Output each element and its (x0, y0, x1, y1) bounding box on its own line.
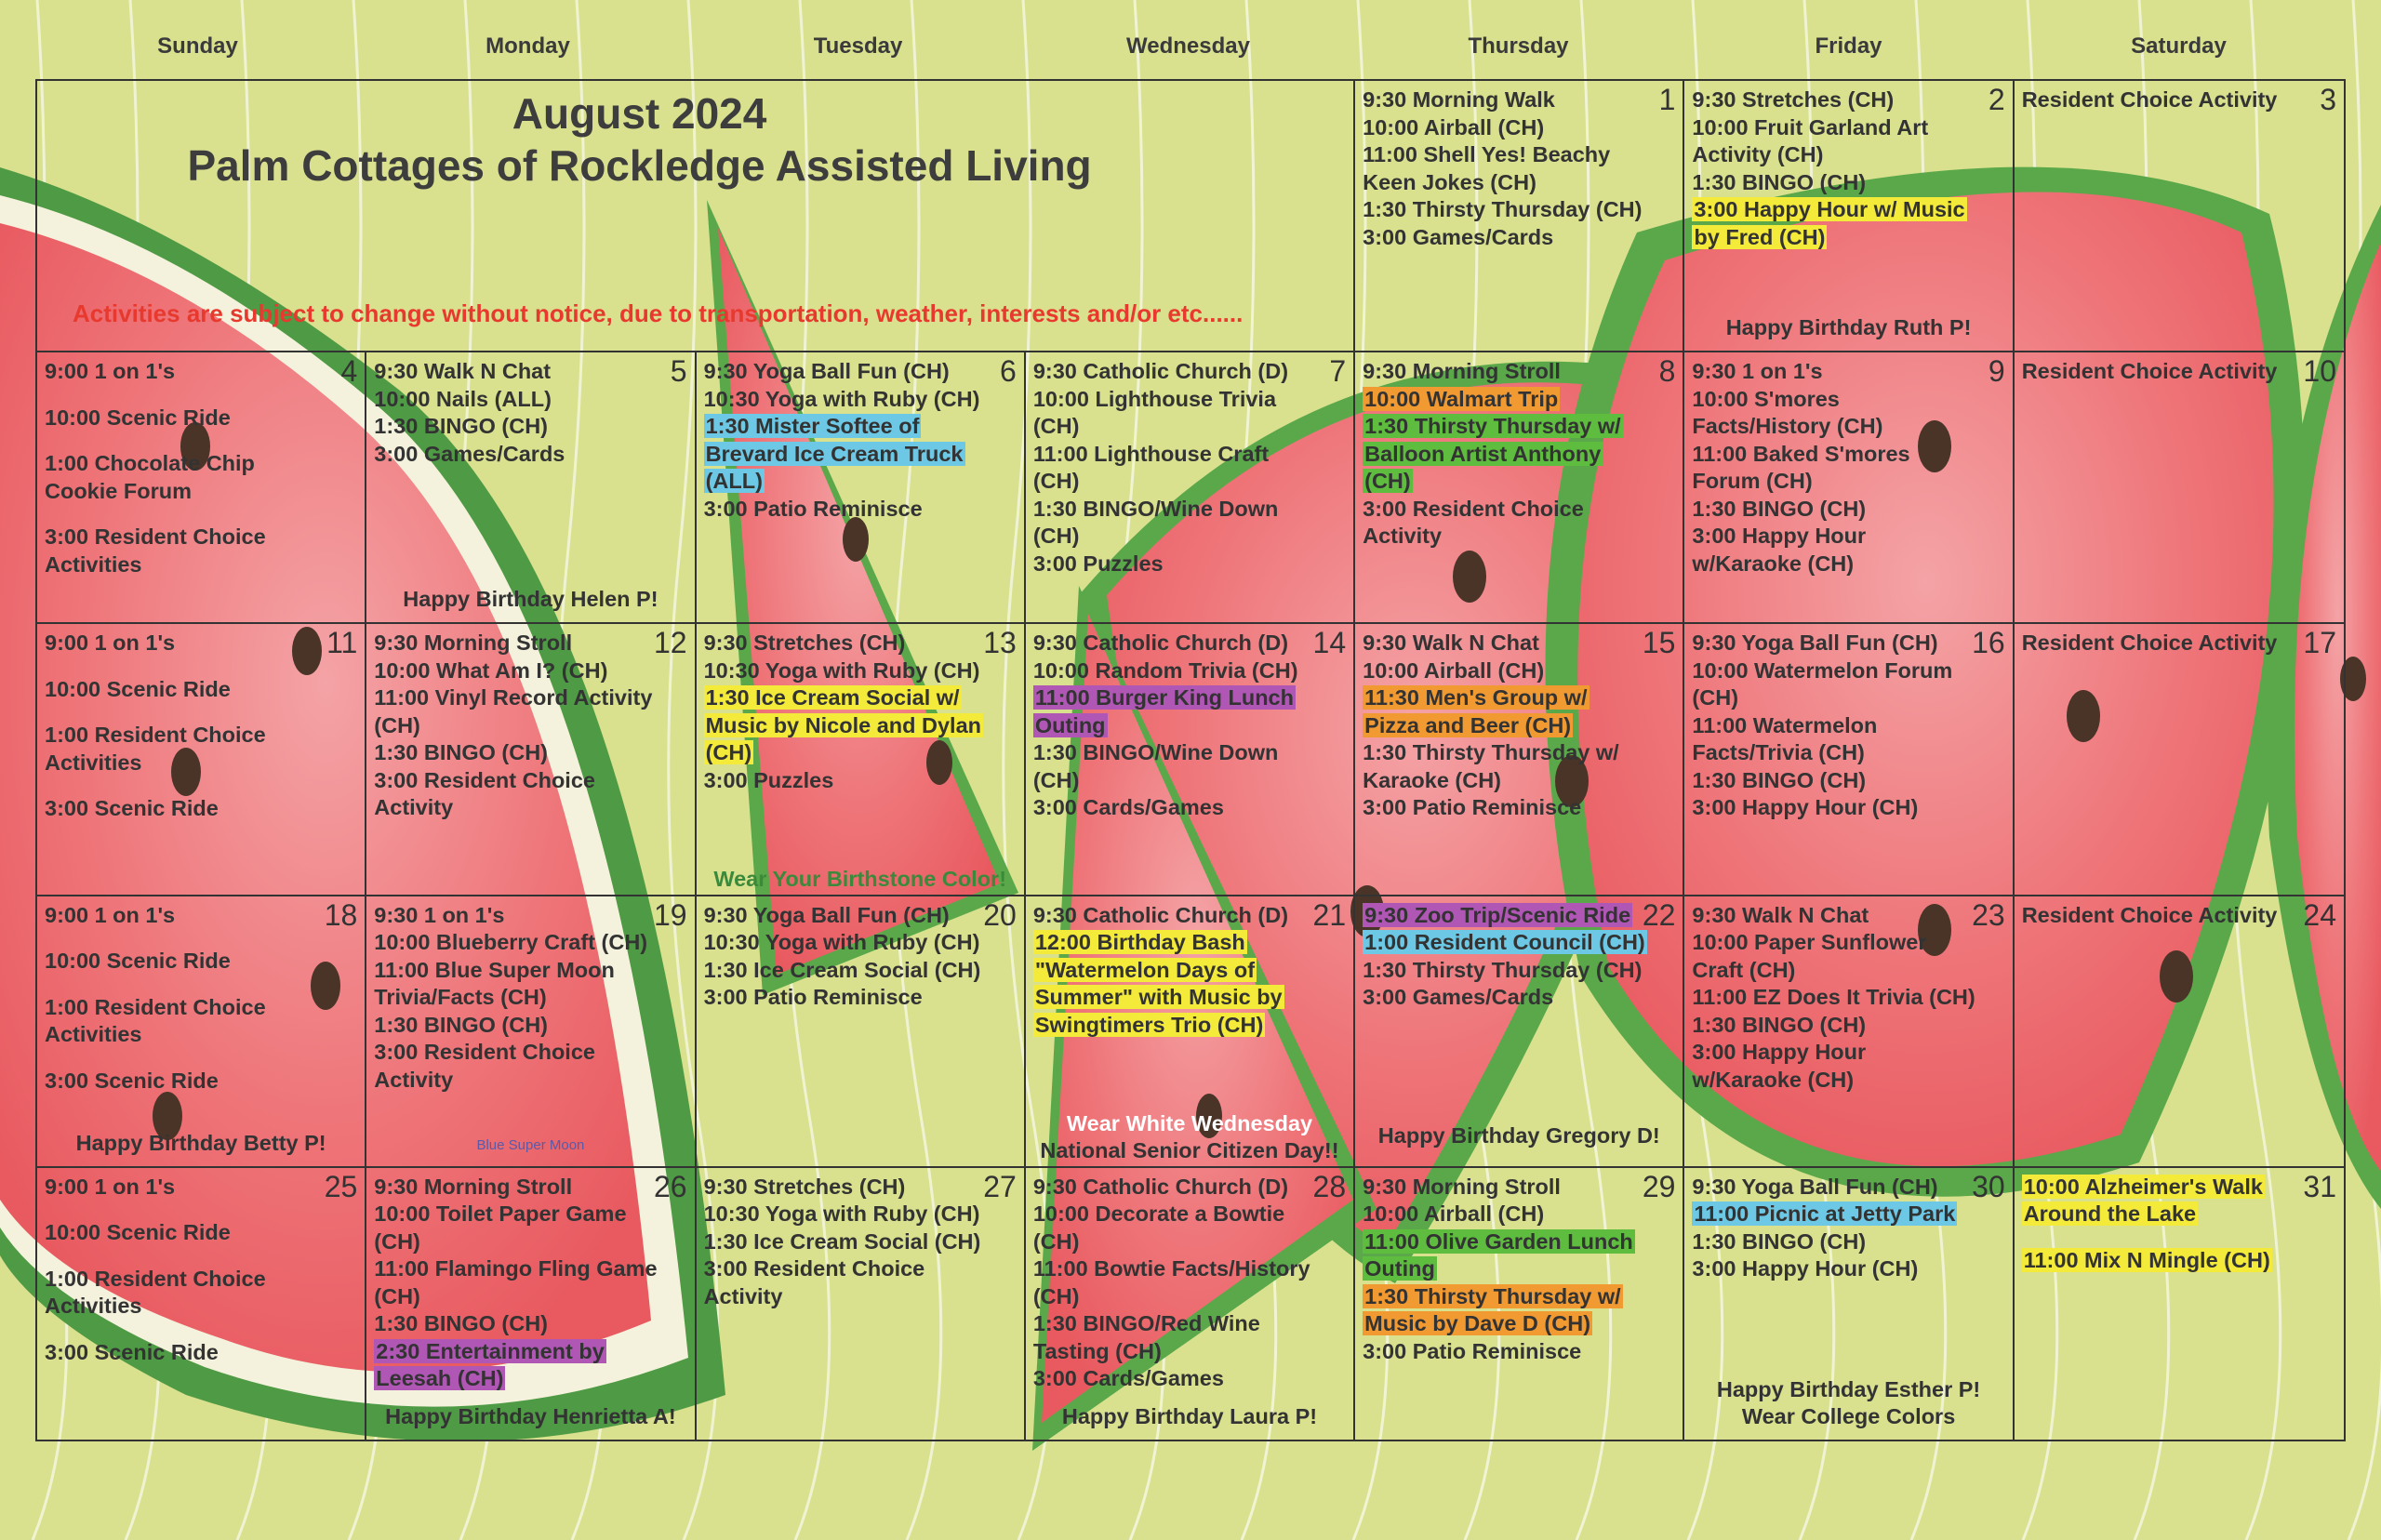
event: 9:00 1 on 1's (45, 631, 176, 656)
college-colors-note: Wear College Colors (1741, 1404, 1956, 1428)
event: 9:30 Catholic Church (D) (1032, 902, 1289, 927)
birthday-note: Happy Birthday Gregory D! (1377, 1122, 1660, 1148)
day-cell-20 (697, 896, 1026, 1168)
day-number: 16 (1972, 626, 2005, 660)
facility-title: Palm Cottages of Rockledge Assisted Living (187, 141, 1092, 190)
special-notes (1026, 1110, 1353, 1164)
event-highlighted (1363, 413, 1647, 496)
event-highlighted (1033, 929, 1318, 1039)
event: 10:00 Airball (CH) (1363, 657, 1545, 683)
event: 3:00 Happy Hour w/Karaoke (CH) (1692, 524, 1867, 576)
birthday-note: Happy Birthday Laura P! (1061, 1404, 1318, 1428)
day-number: 13 (983, 626, 1017, 660)
event: 10:00 Blueberry Craft (CH) (374, 930, 648, 955)
event: 3:00 Scenic Ride (45, 796, 219, 821)
moon-note: Blue Super Moon (476, 1136, 585, 1153)
event: 9:30 Morning Stroll (374, 1174, 573, 1199)
dow-tuesday: Tuesday (813, 33, 903, 59)
event: 10:00 Fruit Garland Art Activity (CH) (1692, 114, 1929, 166)
day-cell-29 (1355, 1168, 1684, 1440)
event: 9:30 Stretches (CH) (703, 631, 906, 656)
event-highlighted (1363, 929, 1647, 957)
day-number: 17 (2303, 626, 2336, 660)
event: 11:00 Blue Super Moon Trivia/Facts (CH) (374, 957, 615, 1010)
event: 10:00 Scenic Ride (45, 676, 231, 701)
event: 1:30 BINGO (CH) (1692, 1012, 1867, 1037)
month-title: August 2024 (512, 89, 767, 138)
day-number: 31 (2303, 1169, 2336, 1203)
event: 3:00 Games/Cards (1363, 224, 1554, 249)
event: 1:30 Ice Cream Social (CH) (703, 957, 981, 982)
dow-sunday: Sunday (157, 33, 238, 59)
event: 1:30 Thirsty Thursday w/ Karaoke (CH) (1363, 740, 1619, 792)
event: 11:00 Watermelon Facts/Trivia (CH) (1692, 712, 1878, 765)
day-number: 14 (1312, 626, 1347, 660)
event: 9:30 Walk N Chat (1692, 902, 1869, 927)
event-highlighted (1363, 1228, 1647, 1283)
day-cell-16 (1684, 624, 2014, 896)
event: 1:30 BINGO/Wine Down (CH) (1032, 496, 1279, 549)
birthday-note: Happy Birthday Betty P! (75, 1130, 326, 1155)
event: 11:00 Bowtie Facts/History (CH) (1032, 1256, 1310, 1308)
day-number: 15 (1642, 626, 1676, 660)
event: 9:30 Morning Stroll (374, 631, 573, 656)
day-number: 26 (653, 1169, 687, 1203)
event: 10:00 Lighthouse Trivia (CH) (1032, 386, 1277, 439)
day-number: 23 (1972, 897, 2005, 932)
day-cell-19 (366, 896, 696, 1168)
day-cell-30 (1684, 1168, 2014, 1440)
dow-monday: Monday (486, 33, 570, 59)
event-highlighted (1363, 1283, 1647, 1338)
day-cell-25 (37, 1168, 366, 1440)
event-text: 11:30 Men's Group w/ Pizza and Beer (CH) (1364, 685, 1588, 737)
event: 10:00 Scenic Ride (45, 1220, 231, 1245)
event: Resident Choice Activity (2021, 359, 2278, 384)
event: 10:00 Toilet Paper Game (CH) (374, 1201, 627, 1254)
holiday-note: National Senior Citizen Day!! (1040, 1137, 1339, 1162)
day-number: 25 (324, 1169, 358, 1203)
theme-note: Wear White Wednesday (1066, 1110, 1313, 1135)
day-cell-12 (366, 624, 696, 896)
event: 1:30 BINGO (CH) (1692, 1228, 1867, 1254)
change-notice: Activities are subject to change without notice, due to transportation, weather, interests and/or etc...... (73, 299, 1244, 327)
day-number: 9 (1988, 354, 2005, 389)
event: 10:30 Yoga with Ruby (CH) (703, 657, 980, 683)
event-highlighted (374, 1338, 658, 1393)
day-number: 3 (2320, 83, 2336, 116)
event: 11:00 Lighthouse Craft (CH) (1032, 441, 1270, 494)
event: 3:00 Games/Cards (1363, 985, 1554, 1010)
day-number: 24 (2303, 897, 2336, 932)
event: 9:30 Walk N Chat (1363, 631, 1539, 656)
title-block (37, 81, 1355, 352)
day-number: 8 (1658, 354, 1676, 389)
day-cell-26 (366, 1168, 696, 1440)
event: 10:30 Yoga with Ruby (CH) (703, 1201, 980, 1227)
event: 1:30 BINGO (CH) (1692, 496, 1867, 521)
event: 3:00 Games/Cards (374, 441, 565, 466)
event: 10:00 S'mores Facts/History (CH) (1692, 386, 1883, 439)
event-text: 10:00 Walmart Trip (1364, 386, 1559, 411)
event: 3:00 Happy Hour (CH) (1692, 795, 1919, 820)
event: 3:00 Resident Choice Activities (45, 524, 266, 577)
day-cell-22 (1355, 896, 1684, 1168)
event: 10:00 Paper Sunflower Craft (CH) (1692, 930, 1927, 982)
event: 3:00 Resident Choice Activity (703, 1256, 925, 1308)
day-number: 20 (983, 897, 1017, 932)
special-notes (1684, 1376, 2012, 1430)
dow-wednesday: Wednesday (1126, 33, 1250, 59)
day-cell-15 (1355, 624, 1684, 896)
event: 1:00 Resident Choice Activities (45, 723, 266, 775)
event: 9:30 Yoga Ball Fun (CH) (1692, 1174, 1938, 1199)
event: Resident Choice Activity (2021, 902, 2278, 927)
day-cell-11 (37, 624, 366, 896)
event: 9:30 Catholic Church (D) (1032, 1174, 1289, 1199)
theme-note: Wear Your Birthstone Color! (713, 866, 1007, 891)
event: Resident Choice Activity (2021, 631, 2278, 656)
day-cell-2 (1684, 81, 2014, 352)
event: 1:30 BINGO (CH) (1692, 767, 1867, 792)
day-number: 21 (1312, 897, 1347, 932)
day-number: 1 (1658, 83, 1676, 116)
event: 9:00 1 on 1's (45, 902, 176, 927)
day-number: 7 (1329, 354, 1347, 389)
event: 1:00 Resident Choice Activities (45, 1266, 266, 1319)
event-text: 12:00 Birthday Bash "Watermelon Days of Summer" with Music by Swingtimers Trio (CH) (1034, 930, 1283, 1037)
event: 1:00 Chocolate Chip Cookie Forum (45, 451, 255, 503)
day-number: 18 (324, 897, 358, 932)
event: 10:00 Random Trivia (CH) (1032, 657, 1298, 683)
event-text: 9:30 Zoo Trip/Scenic Ride (1364, 902, 1631, 927)
event: 3:00 Happy Hour w/Karaoke (CH) (1692, 1040, 1867, 1092)
event-highlighted (1033, 684, 1318, 739)
dow-thursday: Thursday (1468, 33, 1569, 59)
event: 9:30 Morning Stroll (1363, 1174, 1561, 1199)
calendar-grid (35, 79, 2346, 1441)
birthday-note: Happy Birthday Ruth P! (1725, 315, 1972, 340)
event-highlighted (704, 684, 989, 767)
event: 11:00 Shell Yes! Beachy Keen Jokes (CH) (1363, 142, 1611, 194)
event: 11:00 Baked S'mores Forum (CH) (1692, 441, 1910, 494)
day-cell-6 (697, 352, 1026, 624)
event-text: 11:00 Burger King Lunch Outing (1034, 685, 1294, 737)
day-cell-18 (37, 896, 366, 1168)
day-number: 28 (1312, 1169, 1347, 1203)
event: 10:00 Scenic Ride (45, 949, 231, 974)
event: 1:30 BINGO (CH) (374, 414, 548, 439)
event-text: 11:00 Olive Garden Lunch Outing (1364, 1228, 1633, 1281)
day-number: 30 (1972, 1169, 2005, 1203)
event-highlighted (704, 413, 989, 496)
day-number: 2 (1988, 83, 2005, 116)
event: 9:30 1 on 1's (374, 902, 505, 927)
day-number: 11 (326, 626, 358, 660)
event: 1:30 BINGO (CH) (374, 740, 548, 765)
event: 3:00 Puzzles (1032, 551, 1164, 576)
event: 1:30 BINGO/Red Wine Tasting (CH) (1032, 1311, 1260, 1363)
event: 9:30 Stretches (CH) (1692, 87, 1895, 112)
event-highlighted (1363, 684, 1647, 739)
event-text: 1:30 Thirsty Thursday w/ Balloon Artist Anthony (CH) (1364, 414, 1621, 494)
event-text: 2:30 Entertainment by Leesah (CH) (376, 1338, 605, 1391)
event: 1:30 BINGO (CH) (374, 1012, 548, 1037)
event: 3:00 Scenic Ride (45, 1068, 219, 1093)
event-text: 3:00 Happy Hour w/ Music by Fred (CH) (1694, 197, 1965, 249)
event: 9:30 Morning Walk (1363, 87, 1555, 112)
event: 1:30 Thirsty Thursday (CH) (1363, 197, 1643, 221)
event-text: 1:30 Thirsty Thursday w/ Music by Dave D (CH) (1364, 1283, 1621, 1336)
event: 1:30 BINGO (CH) (374, 1311, 548, 1336)
day-number: 12 (653, 626, 687, 660)
day-cell-23 (1684, 896, 2014, 1168)
day-number: 22 (1642, 897, 1676, 932)
birthday-note: Happy Birthday Henrietta A! (385, 1404, 676, 1428)
event-highlighted (2022, 1174, 2308, 1228)
birthday-note: Happy Birthday Helen P! (403, 587, 658, 612)
event-text: 1:30 Mister Softee of Brevard Ice Cream Truck (ALL) (705, 414, 964, 494)
day-number: 29 (1642, 1169, 1676, 1203)
event: 9:00 1 on 1's (45, 359, 176, 384)
event: 10:00 Decorate a Bowtie (CH) (1032, 1201, 1285, 1254)
event: 9:30 Stretches (CH) (703, 1174, 906, 1199)
event: 10:00 Scenic Ride (45, 405, 231, 430)
day-cell-7 (1026, 352, 1355, 624)
day-cell-9 (1684, 352, 2014, 624)
event: 1:30 BINGO (CH) (1692, 169, 1867, 194)
event: 10:00 Nails (ALL) (374, 386, 552, 411)
day-cell-5 (366, 352, 696, 624)
event-highlighted (2022, 1247, 2308, 1275)
event: 3:00 Patio Reminisce (703, 496, 923, 521)
day-cell-8 (1355, 352, 1684, 624)
event: 10:00 Airball (CH) (1363, 114, 1545, 139)
event: 9:30 Catholic Church (D) (1032, 359, 1289, 384)
day-cell-28 (1026, 1168, 1355, 1440)
event: 9:30 1 on 1's (1692, 359, 1823, 384)
event: 3:00 Cards/Games (1032, 795, 1224, 820)
event: 3:00 Patio Reminisce (703, 985, 923, 1010)
event: 3:00 Resident Choice Activity (374, 1040, 595, 1092)
event: 11:00 Vinyl Record Activity (CH) (374, 685, 653, 737)
event: 9:30 Walk N Chat (374, 359, 552, 384)
event: 9:30 Yoga Ball Fun (CH) (703, 902, 950, 927)
event-text: 11:00 Picnic at Jetty Park (1694, 1201, 1956, 1227)
event: 1:00 Resident Choice Activities (45, 994, 266, 1047)
dow-friday: Friday (1815, 33, 1882, 59)
day-number: 5 (670, 354, 687, 389)
day-cell-13 (697, 624, 1026, 896)
day-number: 27 (983, 1169, 1017, 1203)
event: 10:00 Airball (CH) (1363, 1201, 1545, 1227)
day-number: 19 (653, 897, 687, 932)
event: 11:00 EZ Does It Trivia (CH) (1692, 985, 1975, 1010)
event: 10:30 Yoga with Ruby (CH) (703, 386, 980, 411)
event: Resident Choice Activity (2021, 87, 2278, 112)
day-number: 6 (1000, 354, 1017, 389)
event: 9:00 1 on 1's (45, 1174, 176, 1199)
event-text: 1:30 Ice Cream Social w/ Music by Nicole and Dylan (CH) (705, 685, 981, 765)
event: 10:00 Watermelon Forum (CH) (1692, 657, 1953, 710)
event: 10:00 What Am I? (CH) (374, 657, 608, 683)
event: 3:00 Resident Choice Activity (374, 767, 595, 820)
day-number: 4 (340, 354, 358, 389)
event: 3:00 Patio Reminisce (1363, 795, 1582, 820)
event-highlighted (1692, 1201, 1976, 1228)
day-cell-21 (1026, 896, 1355, 1168)
event: 1:30 BINGO/Wine Down (CH) (1032, 740, 1279, 792)
day-cell-4 (37, 352, 366, 624)
event: 11:00 Flamingo Fling Game (CH) (374, 1256, 658, 1308)
event: 3:00 Patio Reminisce (1363, 1338, 1582, 1363)
event: 1:30 Ice Cream Social (CH) (703, 1228, 981, 1254)
event: 3:00 Resident Choice Activity (1363, 496, 1584, 549)
event-text: 1:00 Resident Council (CH) (1364, 930, 1645, 955)
day-cell-17 (2015, 624, 2344, 896)
day-cell-14 (1026, 624, 1355, 896)
event: 9:30 Yoga Ball Fun (CH) (1692, 631, 1938, 656)
day-cell-3 (2015, 81, 2344, 352)
event: 3:00 Cards/Games (1032, 1366, 1224, 1391)
day-cell-24 (2015, 896, 2344, 1168)
event: 3:00 Scenic Ride (45, 1339, 219, 1364)
birthday-note: Happy Birthday Esther P! (1716, 1377, 1981, 1401)
day-cell-10 (2015, 352, 2344, 624)
dow-saturday: Saturday (2131, 33, 2227, 59)
event-text: 10:00 Alzheimer's Walk Around the Lake (2023, 1174, 2263, 1227)
event: 9:30 Morning Stroll (1363, 359, 1561, 384)
event: 9:30 Catholic Church (D) (1032, 631, 1289, 656)
event: 10:30 Yoga with Ruby (CH) (703, 930, 980, 955)
event-highlighted (1363, 386, 1647, 414)
day-cell-31 (2015, 1168, 2344, 1440)
day-cell-27 (697, 1168, 1026, 1440)
event-highlighted (1692, 196, 1976, 251)
event: 3:00 Happy Hour (CH) (1692, 1256, 1919, 1281)
day-cell-1 (1355, 81, 1684, 352)
event-highlighted (1363, 902, 1647, 930)
event: 3:00 Puzzles (703, 767, 834, 792)
event-text: 11:00 Mix N Mingle (CH) (2023, 1247, 2270, 1272)
event: 1:30 Thirsty Thursday (CH) (1363, 957, 1643, 982)
day-number: 10 (2303, 354, 2336, 389)
event: 9:30 Yoga Ball Fun (CH) (703, 359, 950, 384)
